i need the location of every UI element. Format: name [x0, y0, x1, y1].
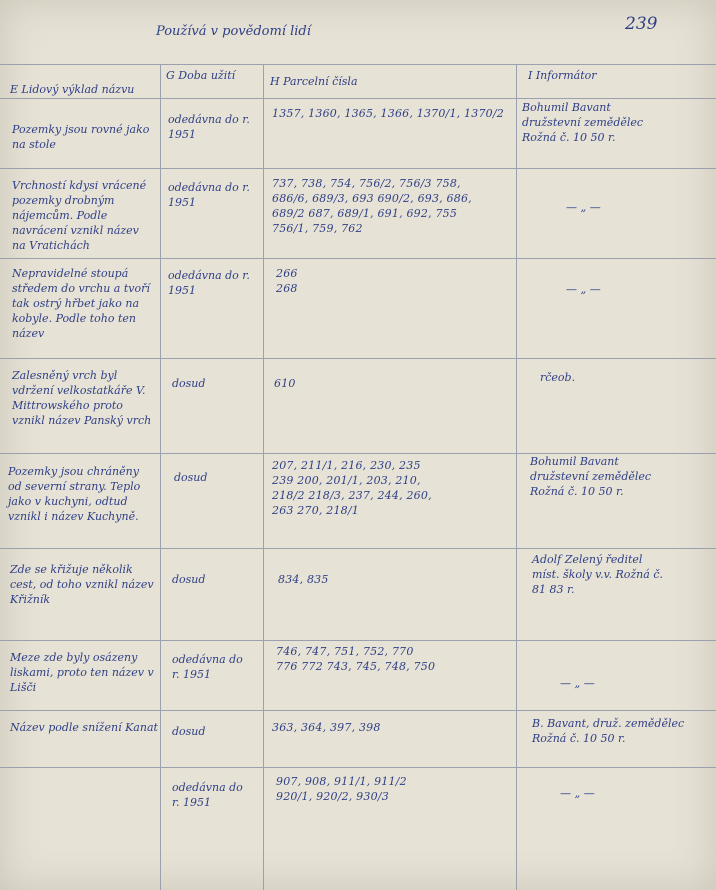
rule-row-6 [0, 640, 716, 641]
row-7-explanation: Meze zde byly osázeny liskami, proto ten název v Lišči [10, 651, 154, 694]
page-number: 239 [625, 14, 658, 34]
col-header-parcels: H Parcelní čísla [270, 75, 358, 88]
row-2-informant: — „ — [566, 201, 601, 214]
col-divider-2 [263, 64, 264, 890]
col-header-explanation: E Lidový výklad názvu [10, 83, 135, 96]
row-3-period: odedávna do r. 1951 [168, 269, 250, 297]
row-3-informant: — „ — [566, 283, 601, 296]
row-4-period: dosud [172, 377, 206, 390]
rule-row-1 [0, 168, 716, 169]
row-2-period: odedávna do r. 1951 [168, 181, 250, 209]
rule-row-7 [0, 710, 716, 711]
row-6-informant: Adolf Zelený ředitel míst. školy v.v. Rožná č. 81 83 r. [532, 553, 663, 596]
row-7-period: odedávna do r. 1951 [172, 653, 243, 681]
row-2-parcels: 737, 738, 754, 756/2, 756/3 758, 686/6, 689/3, 693 690/2, 693, 686, 689/2 687, 689/1, 691, 692, 755 756/1, 759, 762 [272, 177, 472, 235]
col-divider-3 [516, 64, 517, 890]
rule-top [0, 64, 716, 65]
row-7-informant: — „ — [560, 677, 595, 690]
col-header-period: G Doba užití [166, 69, 236, 82]
row-6-parcels: 834, 835 [278, 573, 329, 586]
row-8-period: dosud [172, 725, 206, 738]
col-header-informant: I Informátor [528, 69, 597, 82]
rule-row-5 [0, 548, 716, 549]
row-4-informant: rčeob. [540, 371, 576, 384]
row-8-explanation: Název podle snížení Kanat [10, 721, 158, 734]
row-9-informant: — „ — [560, 787, 595, 800]
rule-header-bottom [0, 98, 716, 99]
row-5-parcels: 207, 211/1, 216, 230, 235 239 200, 201/1, 203, 210, 218/2 218/3, 237, 244, 260, 263 270, 218/1 [272, 459, 432, 517]
row-9-period: odedávna do r. 1951 [172, 781, 243, 809]
row-6-explanation: Zde se křižuje několik cest, od toho vznikl název Křižník [10, 563, 154, 606]
rule-row-8 [0, 767, 716, 768]
row-3-parcels: 266 268 [276, 267, 298, 295]
row-4-explanation: Zalesněný vrch byl vdržení velkostatkáře V. Mittrowského proto vznikl název Panský vrch [12, 369, 152, 427]
row-5-period: dosud [174, 471, 208, 484]
row-5-informant: Bohumil Bavant družstevní zemědělec Rožná č. 10 50 r. [530, 455, 652, 498]
row-6-period: dosud [172, 573, 206, 586]
row-4-parcels: 610 [274, 377, 296, 390]
rule-row-3 [0, 358, 716, 359]
row-2-explanation: Vrchností kdysi vrácené pozemky drobným nájemcům. Podle navrácení vznikl název na Vratichách [12, 179, 147, 252]
col-divider-1 [160, 64, 161, 890]
row-5-explanation: Pozemky jsou chráněny od severní strany. Teplo jako v kuchyni, odtud vznikl i název Kuchyně. [8, 465, 141, 523]
header-note: Používá v povědomí lidí [156, 24, 311, 39]
row-3-explanation: Nepravidelné stoupá středem do vrchu a tvoří tak ostrý hřbet jako na kobyle. Podle toho ten název [12, 267, 150, 340]
row-8-parcels: 363, 364, 397, 398 [272, 721, 381, 734]
rule-row-2 [0, 258, 716, 259]
row-7-parcels: 746, 747, 751, 752, 770 776 772 743, 745, 748, 750 [276, 645, 436, 673]
row-1-explanation: Pozemky jsou rovné jako na stole [12, 123, 150, 151]
row-1-period: odedávna do r. 1951 [168, 113, 250, 141]
row-8-informant: B. Bavant, druž. zemědělec Rožná č. 10 50 r. [532, 717, 685, 745]
row-1-parcels: 1357, 1360, 1365, 1366, 1370/1, 1370/2 [272, 107, 504, 120]
row-9-parcels: 907, 908, 911/1, 911/2 920/1, 920/2, 930/3 [276, 775, 407, 803]
row-1-informant: Bohumil Bavant družstevní zemědělec Rožná č. 10 50 r. [522, 101, 644, 144]
